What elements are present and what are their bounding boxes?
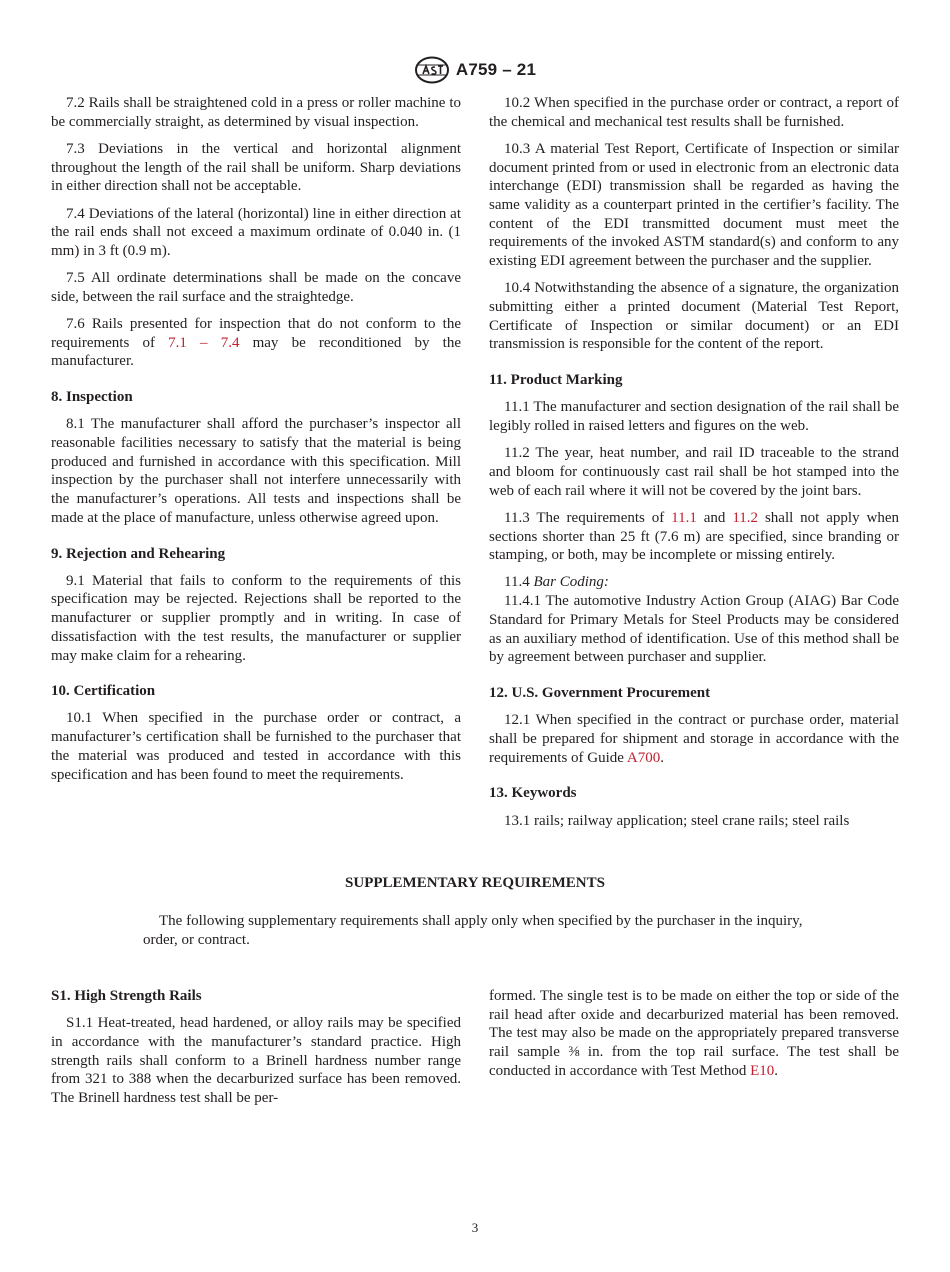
reference-link-a700[interactable]: A700 — [626, 749, 661, 766]
section-7-3: 7.3 Deviations in the vertical and horizontal alignment throughout the length of the rail shall be uniform. Sharp deviations in either direction shall not be acceptable. — [51, 140, 461, 195]
reference-link-7-1-7-4[interactable]: 7.1 – 7.4 — [168, 334, 240, 351]
heading-high-strength-rails: S1. High Strength Rails — [51, 988, 202, 1004]
right-column — [489, 94, 899, 839]
reference-link-11-2[interactable]: 11.2 — [732, 509, 759, 526]
astm-logo-icon — [414, 56, 450, 84]
heading-keywords: 13. Keywords — [489, 785, 577, 802]
section-11-4-1: 11.4.1 The automotive Industry Action Group (AIAG) Bar Code Standard for Primary Metals for Steel Products may be considered as an auxiliary method of identification. Use of this method shall be by agreement between purchaser and supplier. — [489, 593, 899, 666]
page-number: 3 — [471, 1220, 479, 1235]
section-11-3 — [489, 509, 899, 565]
section-12-1-text-end: . — [660, 749, 664, 766]
section-7-5: 7.5 All ordinate determinations shall be made on the concave side, between the rail surface and the straightedge. — [51, 270, 461, 305]
section-s1-1-part1: S1.1 Heat-treated, head hardened, or alloy rails may be specified in accordance with the manufacturer’s standard practice. High strength rails shall conform to a Brinell hardness number range from 321 to 388 when the decarburized surface has been removed. The Brinell hardness test shall be per- — [51, 1015, 461, 1107]
section-10-2: 10.2 When specified in the purchase order or contract, a report of the chemical and mechanical test results shall be furnished. — [489, 95, 899, 130]
section-s1-1-part2-end: . — [774, 1062, 779, 1079]
section-13-1: 13.1 rails; railway application; steel crane rails; steel rails — [504, 812, 850, 829]
section-11-3-text-a: 11.3 The requirements of — [504, 509, 672, 526]
page-header — [0, 55, 950, 85]
heading-inspection: 8. Inspection — [51, 389, 133, 406]
section-7-6-text-end: may be reconditioned by the manufacturer. — [51, 334, 461, 370]
reference-link-11-1[interactable]: 11.1 — [671, 509, 697, 526]
reference-link-e10[interactable]: E10 — [750, 1062, 775, 1079]
section-11-3-text-c: shall not apply when sections shorter than 25 ft (7.6 m) are specified, since branding or stamping, or both, may be incomplete or missing entirely. — [489, 509, 899, 564]
section-11-1: 11.1 The manufacturer and section designation of the rail shall be legibly rolled in raised letters and figures on the web. — [489, 399, 899, 435]
heading-rejection-rehearing: 9. Rejection and Rehearing — [51, 545, 226, 562]
section-7-2: 7.2 Rails shall be straightened cold in a press or roller machine to be commercially straight, as determined by visual inspection. — [51, 95, 461, 130]
section-11-3-text-b: and — [696, 509, 733, 526]
document-designation: A759 – 21 — [455, 60, 537, 79]
supplementary-intro: The following supplementary requirements shall apply only when specified by the purchaser in the inquiry, order, or contract. — [143, 913, 803, 948]
section-10-4: 10.4 Notwithstanding the absence of a signature, the organization submitting either a printed document (Material Test Report, Certificate of Inspection or similar document) or an EDI transmission is responsible for the content of the report. — [489, 280, 899, 353]
heading-certification: 10. Certification — [51, 683, 156, 700]
section-8-1: 8.1 The manufacturer shall afford the purchaser’s inspector all reasonable facilities necessary to satisfy that the material is being produced and furnished in accordance with this specification. Mill inspection by the purchaser shall not interfere unnecessarily with the manufacturer’s operations. All tests and inspections shall be made at the place of manufacture, unless otherwise agreed upon. — [51, 416, 461, 526]
section-7-6-text-start: 7.6 Rails presented for inspection that do not conform to the requirements of — [51, 316, 461, 351]
section-s1-1-part2-text: formed. The single test is to be made on either the top or side of the rail head after oxide and decarburized material has been removed. The test may also be made on the appropriately prepared transverse rail sample ⅜ in. from the top rail surface. The test shall be conducted in accordance with Test Method — [489, 988, 899, 1079]
section-9-1: 9.1 Material that fails to conform to the requirements of this specification may be rejected. Rejections shall be reported to the manufacturer or supplier promptly and in writing. In case of dissatisfaction with the test results, the manufacturer or supplier may make claim for a rehearing. — [51, 572, 461, 664]
section-12-1 — [489, 711, 899, 767]
heading-government-procurement: 12. U.S. Government Procurement — [489, 684, 711, 701]
left-column — [51, 94, 461, 793]
section-11-4 — [489, 573, 899, 592]
section-11-4-number: 11.4 — [504, 574, 534, 591]
section-7-6 — [51, 315, 461, 371]
section-s1-1-part2 — [489, 987, 899, 1081]
section-10-3: 10.3 A material Test Report, Certificate of Inspection or similar document printed from or used in electronic from an electronic data interchange (EDI) transmission shall be regarded as having the same validity as a counterpart printed in the certifier’s facility. The content of the EDI transmitted document must meet the requirements of the invoked ASTM standard(s) and conform to any existing EDI agreement between the purchaser and the supplier. — [489, 140, 899, 270]
heading-product-marking: 11. Product Marking — [489, 372, 623, 389]
section-11-4-title: Bar Coding: — [533, 574, 609, 591]
section-11-2: 11.2 The year, heat number, and rail ID traceable to the strand and bloom for continuously cast rail shall be hot stamped into the web of each rail where it will not be covered by the joint bars. — [489, 445, 899, 499]
supplementary-left-column — [51, 987, 461, 1116]
supplementary-right-column — [489, 987, 899, 1089]
supplementary-requirements-title: SUPPLEMENTARY REQUIREMENTS — [345, 875, 605, 891]
section-12-1-text-start: 12.1 When specified in the contract or purchase order, material shall be prepared for shipment and storage in accordance with the requirements of Guide — [489, 712, 899, 766]
section-10-1: 10.1 When specified in the purchase order or contract, a manufacturer’s certification shall be furnished to the purchaser that the material was produced and tested in accordance with this specification and has been found to meet the requirements. — [51, 710, 461, 783]
section-7-4: 7.4 Deviations of the lateral (horizontal) line in either direction at the rail ends shall not exceed a maximum ordinate of 0.040 in. (1 mm) in 3 ft (0.9 m). — [51, 205, 461, 259]
